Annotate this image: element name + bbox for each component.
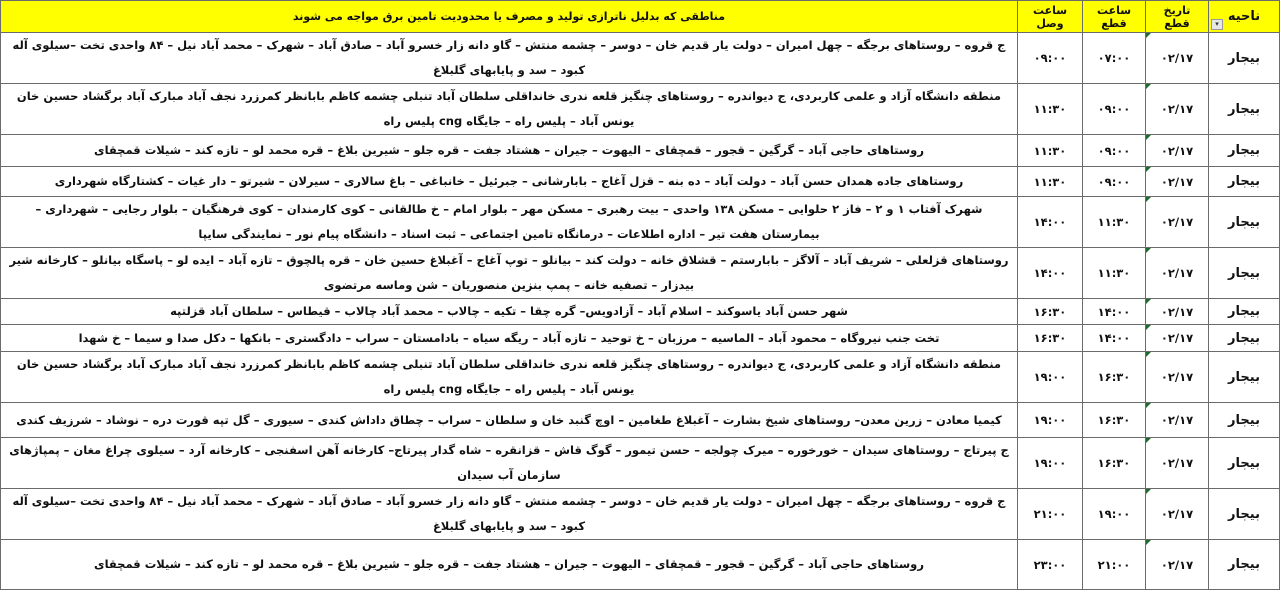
- cut-time-text: ۱۶:۳۰: [1097, 456, 1131, 470]
- reconnect-time-text: ۲۱:۰۰: [1033, 507, 1067, 521]
- cell-areas[interactable]: [1, 197, 1018, 248]
- reconnect-time-text: ۱۴:۰۰: [1033, 215, 1067, 229]
- reconnect-time-text: ۰۹:۰۰: [1033, 51, 1067, 65]
- header-areas: [1, 1, 1018, 33]
- areas-text: تخت جنب نیروگاه – محمود آباد – الماسیه – مرزبان – خ توحید – تازه آباد – ریگه سیاه – بادامستان – سراب – دادگستری – بانکها – دکل صدا و سیما – خ شهدا: [78, 330, 940, 345]
- cell-date[interactable]: [1146, 299, 1209, 325]
- cell-cut-time[interactable]: [1083, 438, 1146, 489]
- region-text: بیجار: [1228, 557, 1260, 572]
- cell-areas[interactable]: [1, 438, 1018, 489]
- region-text: بیجار: [1228, 101, 1260, 117]
- cell-reconnect-time[interactable]: [1018, 248, 1083, 299]
- cell-date[interactable]: [1146, 167, 1209, 197]
- cell-cut-time[interactable]: [1083, 403, 1146, 438]
- cell-areas[interactable]: [1, 84, 1018, 135]
- cut-time-text: ۱۴:۰۰: [1097, 304, 1131, 319]
- date-text: ۰۲/۱۷: [1160, 51, 1194, 65]
- cell-region[interactable]: [1209, 84, 1280, 135]
- cell-region[interactable]: [1209, 352, 1280, 403]
- filter-dropdown-icon[interactable]: ▾: [1211, 19, 1223, 30]
- cut-time-text: ۰۹:۰۰: [1097, 143, 1131, 158]
- green-corner-triangle-icon: [1146, 352, 1151, 357]
- region-text: بیجار: [1228, 143, 1260, 158]
- table-row: [1, 84, 1280, 135]
- cell-areas[interactable]: [1, 403, 1018, 438]
- region-text: بیجار: [1228, 265, 1260, 281]
- green-corner-triangle-icon: [1146, 489, 1151, 494]
- cell-cut-time[interactable]: [1083, 197, 1146, 248]
- cell-region[interactable]: [1209, 248, 1280, 299]
- cell-region[interactable]: [1209, 33, 1280, 84]
- cell-date[interactable]: [1146, 33, 1209, 84]
- cell-areas[interactable]: [1, 299, 1018, 325]
- cell-cut-time[interactable]: [1083, 325, 1146, 352]
- areas-text: شهر حسن آباد یاسوکند – اسلام آباد – آزادویس– گره چقا – تکیه – چالاب – محمد آباد چالاب – قیطاس – سلطان آباد قزلتپه: [170, 304, 848, 318]
- cell-areas[interactable]: [1, 248, 1018, 299]
- cut-time-text: ۱۴:۰۰: [1097, 331, 1131, 345]
- date-text: ۰۲/۱۷: [1160, 507, 1194, 521]
- reconnect-time-text: ۱۹:۰۰: [1033, 456, 1067, 470]
- cell-areas[interactable]: [1, 33, 1018, 84]
- table-row: [1, 33, 1280, 84]
- header-row: [1, 1, 1280, 33]
- region-text: بیجار: [1228, 330, 1260, 346]
- cell-date[interactable]: [1146, 197, 1209, 248]
- reconnect-time-text: ۱۹:۰۰: [1033, 413, 1067, 427]
- cell-cut-time[interactable]: [1083, 489, 1146, 540]
- cut-time-text: ۱۹:۰۰: [1097, 507, 1131, 521]
- cell-date[interactable]: [1146, 438, 1209, 489]
- cell-reconnect-time[interactable]: [1018, 489, 1083, 540]
- cell-cut-time[interactable]: [1083, 540, 1146, 590]
- areas-text: روستاهای حاجی آباد – گرگین – قجور – قمچقای – الیهوت – جیران – هشتاد جفت – قره جلو – شیرین بلاغ – قره محمد لو – تازه کند – شیلات قمچقای: [94, 557, 924, 571]
- reconnect-time-text: ۱۶:۳۰: [1033, 331, 1067, 345]
- cell-region[interactable]: [1209, 403, 1280, 438]
- table-row: [1, 352, 1280, 403]
- green-corner-triangle-icon: [1146, 197, 1151, 202]
- cut-time-text: ۱۱:۳۰: [1097, 266, 1131, 280]
- cell-areas[interactable]: [1, 325, 1018, 352]
- table-row: [1, 540, 1280, 590]
- green-corner-triangle-icon: [1146, 248, 1151, 253]
- header-reconnect-time-label: ساعت وصل: [1032, 3, 1068, 30]
- cut-time-text: ۱۱:۳۰: [1097, 215, 1131, 229]
- areas-text: شهرک آفتاب ۱ و ۲ – فاز ۲ حلوایی – مسکن ۱۳۸ واحدی – بیت رهبری – مسکن مهر – بلوار امام – خ طالقانی – کوی کارمندان – کوی فرهنگیان – بلوار رجایی – شهرداری – بیمارستان هفت تیر – اداره اطلاعات – درمانگاه تامین اجتماعی – ثبت اسناد – دانشگاه پیام نور – نمایندگی سایپا: [35, 202, 983, 241]
- green-corner-triangle-icon: [1146, 299, 1151, 304]
- areas-text: روستاهای قزلعلی – شریف آباد – آلاگز – بابارستم – قشلاق خانه – دولت کند – بیانلو – توپ آغاج – آغبلاغ حسین خان – قره پالچوق – تازه آباد – ایده لو – پاسگاه بیانلو – کارخانه شیر بیدزار – تصفیه خانه – پمپ بنزین منصوریان – شن وماسه مرتضوی: [9, 253, 1009, 292]
- reconnect-time-text: ۱۹:۰۰: [1033, 370, 1067, 384]
- date-text: ۰۲/۱۷: [1160, 370, 1194, 384]
- reconnect-time-text: ۱۱:۳۰: [1033, 143, 1067, 158]
- header-date-label: تاریخ قطع: [1163, 3, 1191, 30]
- cell-region[interactable]: [1209, 325, 1280, 352]
- cut-time-text: ۱۶:۳۰: [1097, 413, 1131, 427]
- cell-date[interactable]: [1146, 248, 1209, 299]
- header-region[interactable]: [1209, 1, 1280, 33]
- date-text: ۰۲/۱۷: [1160, 174, 1194, 189]
- green-corner-triangle-icon: [1146, 33, 1151, 38]
- reconnect-time-text: ۱۶:۳۰: [1033, 304, 1067, 319]
- cell-date[interactable]: [1146, 135, 1209, 167]
- header-areas-label: مناطقی که بدلیل ناترازی تولید و مصرف یا محدودیت تامین برق مواجه می شوند: [292, 10, 726, 23]
- region-text: بیجار: [1228, 174, 1260, 189]
- reconnect-time-text: ۱۱:۳۰: [1033, 174, 1067, 189]
- table-body: [1, 33, 1280, 590]
- cell-reconnect-time[interactable]: [1018, 325, 1083, 352]
- date-text: ۰۲/۱۷: [1160, 304, 1194, 319]
- cell-date[interactable]: [1146, 403, 1209, 438]
- green-corner-triangle-icon: [1146, 403, 1151, 408]
- table-row: [1, 299, 1280, 325]
- table-row: [1, 135, 1280, 167]
- cut-time-text: ۰۹:۰۰: [1097, 174, 1131, 189]
- header-region-label: ناحیه: [1227, 9, 1261, 24]
- table-row: [1, 403, 1280, 438]
- reconnect-time-text: ۱۴:۰۰: [1033, 266, 1067, 280]
- reconnect-time-text: ۱۱:۳۰: [1033, 102, 1067, 116]
- green-corner-triangle-icon: [1146, 540, 1151, 545]
- cut-time-text: ۰۹:۰۰: [1097, 102, 1131, 116]
- region-text: بیجار: [1228, 304, 1260, 319]
- cell-cut-time[interactable]: [1083, 135, 1146, 167]
- region-text: بیجار: [1228, 369, 1260, 385]
- table-row: [1, 248, 1280, 299]
- region-text: بیجار: [1228, 50, 1260, 66]
- cut-time-text: ۱۶:۳۰: [1097, 370, 1131, 384]
- cell-cut-time[interactable]: [1083, 167, 1146, 197]
- cell-region[interactable]: [1209, 299, 1280, 325]
- header-date: [1146, 1, 1209, 33]
- green-corner-triangle-icon: [1146, 438, 1151, 443]
- cell-areas[interactable]: [1, 135, 1018, 167]
- cell-date[interactable]: [1146, 540, 1209, 590]
- areas-text: ج پیرتاج – روستاهای سیدان – خورخوره – میرک چولجه – حسن تیمور – گوگ قاش – قزانقره – شاه گدار پیرتاج– کارخانه آهن اسفنجی – کارخانه آرد – سیلوی چراغ مغان – پمپاژهای سازمان آب سیدان: [9, 443, 1009, 482]
- date-text: ۰۲/۱۷: [1160, 557, 1194, 572]
- cell-reconnect-time[interactable]: [1018, 299, 1083, 325]
- cell-cut-time[interactable]: [1083, 84, 1146, 135]
- cell-date[interactable]: [1146, 352, 1209, 403]
- cell-reconnect-time[interactable]: [1018, 403, 1083, 438]
- areas-text: ج قروه – روستاهای برجگه – چهل امیران – دولت یار قدیم خان – دوسر – چشمه منتش – گاو دانه زار خسرو آباد – صادق آباد – شهرک – محمد آباد نیل – ۸۴ واحدی تخت –سیلوی آله کبود – سد و پایابهای گلبلاغ: [12, 494, 1006, 533]
- cell-areas[interactable]: [1, 352, 1018, 403]
- green-corner-triangle-icon: [1146, 135, 1151, 140]
- table-row: [1, 438, 1280, 489]
- date-text: ۰۲/۱۷: [1160, 413, 1194, 427]
- cell-areas[interactable]: [1, 489, 1018, 540]
- region-text: بیجار: [1228, 214, 1260, 230]
- cell-date[interactable]: [1146, 325, 1209, 352]
- cell-areas[interactable]: [1, 167, 1018, 197]
- cut-time-text: ۲۱:۰۰: [1097, 557, 1131, 572]
- green-corner-triangle-icon: [1146, 84, 1151, 89]
- areas-text: کیمیا معادن – زرین معدن– روستاهای شیخ بشارت – آغبلاغ طغامین – اوچ گنبد خان و سلطان – سراب – چطاق داداش کندی – سیوری – گل تپه قورت دره – نوشاد – شرزیف کندی: [16, 412, 1002, 427]
- region-text: بیجار: [1228, 506, 1260, 522]
- cell-cut-time[interactable]: [1083, 299, 1146, 325]
- table-row: [1, 197, 1280, 248]
- header-reconnect-time: [1018, 1, 1083, 33]
- areas-text: منطقه دانشگاه آزاد و علمی کاربردی، ج دیواندره – روستاهای چنگیز قلعه ندری خانداقلی سلطان آباد تنبلی چشمه کاظم بابانظر کمرزرد نجف آباد مبارک آباد برگشاد حسین خان یونس آباد – پلیس راه – جایگاه cng پلیس راه: [16, 89, 1002, 128]
- cell-region[interactable]: [1209, 540, 1280, 590]
- date-text: ۰۲/۱۷: [1160, 102, 1194, 116]
- cell-reconnect-time[interactable]: [1018, 84, 1083, 135]
- cell-date[interactable]: [1146, 84, 1209, 135]
- date-text: ۰۲/۱۷: [1160, 266, 1194, 280]
- cell-reconnect-time[interactable]: [1018, 135, 1083, 167]
- cell-reconnect-time[interactable]: [1018, 438, 1083, 489]
- areas-text: ج قروه – روستاهای برجگه – چهل امیران – دولت یار قدیم خان – دوسر – چشمه منتش – گاو دانه زار خسرو آباد – صادق آباد – شهرک – محمد آباد نیل – ۸۴ واحدی تخت –سیلوی آله کبود – سد و پایابهای گلبلاغ: [12, 38, 1006, 77]
- date-text: ۰۲/۱۷: [1160, 215, 1194, 229]
- region-text: بیجار: [1228, 412, 1260, 428]
- cell-date[interactable]: [1146, 489, 1209, 540]
- green-corner-triangle-icon: [1146, 167, 1151, 172]
- cell-region[interactable]: [1209, 167, 1280, 197]
- cell-reconnect-time[interactable]: [1018, 540, 1083, 590]
- green-corner-triangle-icon: [1146, 325, 1151, 330]
- cell-cut-time[interactable]: [1083, 33, 1146, 84]
- cell-reconnect-time[interactable]: [1018, 33, 1083, 84]
- table-row: [1, 489, 1280, 540]
- cell-areas[interactable]: [1, 540, 1018, 590]
- cell-reconnect-time[interactable]: [1018, 352, 1083, 403]
- cell-cut-time[interactable]: [1083, 352, 1146, 403]
- date-text: ۰۲/۱۷: [1160, 143, 1194, 158]
- date-text: ۰۲/۱۷: [1160, 456, 1194, 470]
- areas-text: منطقه دانشگاه آزاد و علمی کاربردی، ج دیواندره – روستاهای چنگیز قلعه ندری خانداقلی سلطان آباد تنبلی چشمه کاظم بابانظر کمرزرد نجف آباد مبارک آباد برگشاد حسین خان یونس آباد – پلیس راه – جایگاه cng پلیس راه: [16, 357, 1002, 396]
- region-text: بیجار: [1228, 455, 1260, 471]
- areas-text: روستاهای جاده همدان حسن آباد – دولت آباد – ده بنه – قزل آغاج – بابارشانی – جبرئیل – خانباغی – باغ سالاری – سیرلان – شیرتو – دار غیات – کشتارگاه شهرداری: [54, 174, 964, 188]
- cell-region[interactable]: [1209, 438, 1280, 489]
- header-cut-time: [1083, 1, 1146, 33]
- table-row: [1, 167, 1280, 197]
- cell-cut-time[interactable]: [1083, 248, 1146, 299]
- reconnect-time-text: ۲۳:۰۰: [1033, 557, 1067, 572]
- cut-time-text: ۰۷:۰۰: [1097, 51, 1131, 65]
- cell-region[interactable]: [1209, 197, 1280, 248]
- cell-reconnect-time[interactable]: [1018, 197, 1083, 248]
- cell-reconnect-time[interactable]: [1018, 167, 1083, 197]
- date-text: ۰۲/۱۷: [1160, 331, 1194, 345]
- table-row: [1, 325, 1280, 352]
- cell-region[interactable]: [1209, 489, 1280, 540]
- cell-region[interactable]: [1209, 135, 1280, 167]
- header-cut-time-label: ساعت قطع: [1096, 3, 1132, 30]
- areas-text: روستاهای حاجی آباد – گرگین – قجور – قمچقای – الیهوت – جیران – هشتاد جفت – قره جلو – شیرین بلاغ – قره محمد لو – تازه کند – شیلات قمچقای: [94, 143, 924, 157]
